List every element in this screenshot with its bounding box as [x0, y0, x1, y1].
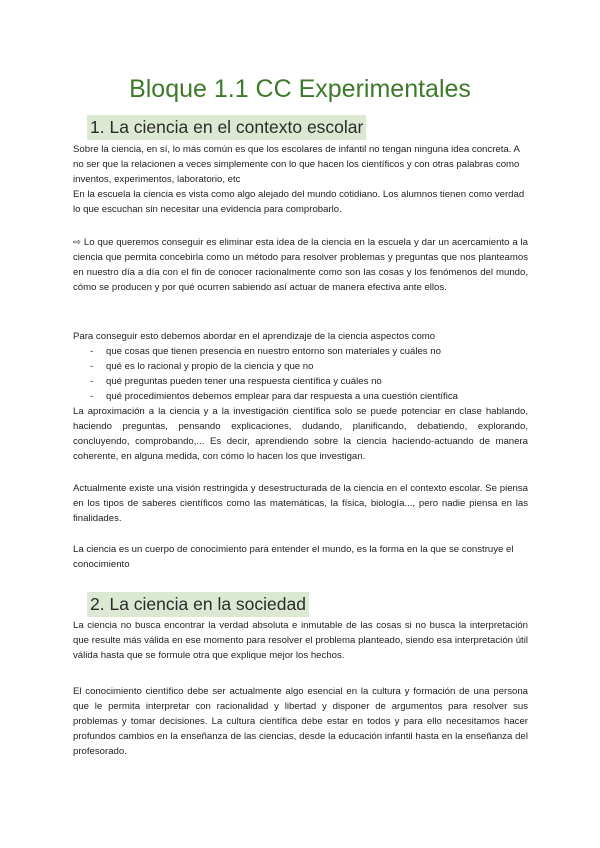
section-heading-ciencia-sociedad: 2. La ciencia en la sociedad [87, 592, 309, 617]
page-title: Bloque 1.1 CC Experimentales [129, 75, 471, 103]
paragraph-escuela: En la escuela la ciencia es vista como algo alejado del mundo cotidiano. Los alumnos tienen como verdad lo que escuchan sin necesitar una evidencia para comprobarlo. [73, 189, 525, 215]
paragraph-intro: Sobre la ciencia, en sí, lo más común es que los escolares de infantil no tengan ninguna idea concreta. A no ser que la relacionen a veces simplemente con lo que hacen los científicos y con otras palabras como inventos, experimentos, laboratorio, etc [73, 144, 520, 185]
list-item: - que cosas que tienen presencia en nuestro entorno son materiales y cuáles no [90, 346, 441, 357]
list-dash: - [90, 346, 94, 357]
paragraph-vision: Actualmente existe una visión restringida y desestructurada de la ciencia en el contexto escolar. Se piensa en los tipos de saberes científicos como las matemáticas, la física, biología..., pero nadie piensa en las finalidades. [73, 483, 528, 524]
list-dash: - [90, 361, 94, 372]
paragraph-cuerpo: La ciencia es un cuerpo de conocimiento para entender el mundo, es la forma en la que se construye el conocimiento [73, 544, 514, 570]
list-dash: - [90, 391, 94, 402]
list-dash: - [90, 376, 94, 387]
section-heading-ciencia-escolar: 1. La ciencia en el contexto escolar [87, 115, 366, 140]
paragraph-aspectos: Para conseguir esto debemos abordar en el aprendizaje de la ciencia aspectos como [73, 331, 436, 342]
paragraph-verdad: La ciencia no busca encontrar la verdad absoluta e inmutable de las cosas si no busca la interpretación que resulte más válida en ese momento para resolver el problema planteado, siendo esa interpretación útil válida hasta que se formule otra que explique mejor los hechos. [73, 620, 528, 661]
list-item: - qué procedimientos debemos emplear para dar respuesta a una cuestión científica [90, 391, 458, 402]
paragraph-aproximacion: La aproximación a la ciencia y a la investigación científica solo se puede potenciar en clase hablando, haciendo preguntas, pensando explicaciones, dudando, planificando, debatiendo, explorando, concluyendo, comprobando,... Es decir, aprendiendo sobre la ciencia haciendo-actuando de manera coherente, en alguna medida, con cómo lo hacen los que investigan. [73, 406, 528, 462]
aspects-list [73, 344, 528, 404]
paragraph-conocimiento: El conocimiento científico debe ser actualmente algo esencial en la cultura y formación de una persona que le permita interpretar con racionalidad y libertad y disponer de argumentos para resolver sus problemas y tomar decisiones. La cultura científica debe estar en todos y para ello necesitamos hacer profundos cambios en la enseñanza de las ciencias, desde la educación infantil hasta en la enseñanza del profesorado. [73, 686, 528, 757]
list-item: - qué preguntas pueden tener una respuesta científica y cuáles no [90, 376, 382, 387]
list-item: - qué es lo racional y propio de la ciencia y que no [90, 361, 314, 372]
paragraph-objetivo: ⇨ Lo que queremos conseguir es eliminar esta idea de la ciencia en la escuela y dar un acercamiento a la ciencia que permita concebirla como un método para resolver problemas y preguntas que nos planteamos en nuestro día a día con el fin de conocer racionalmente como son las cosas y los fenómenos del mundo, cómo se producen y por qué ocurren sabiendo así actuar de manera efectiva ante ellos. [73, 237, 528, 293]
